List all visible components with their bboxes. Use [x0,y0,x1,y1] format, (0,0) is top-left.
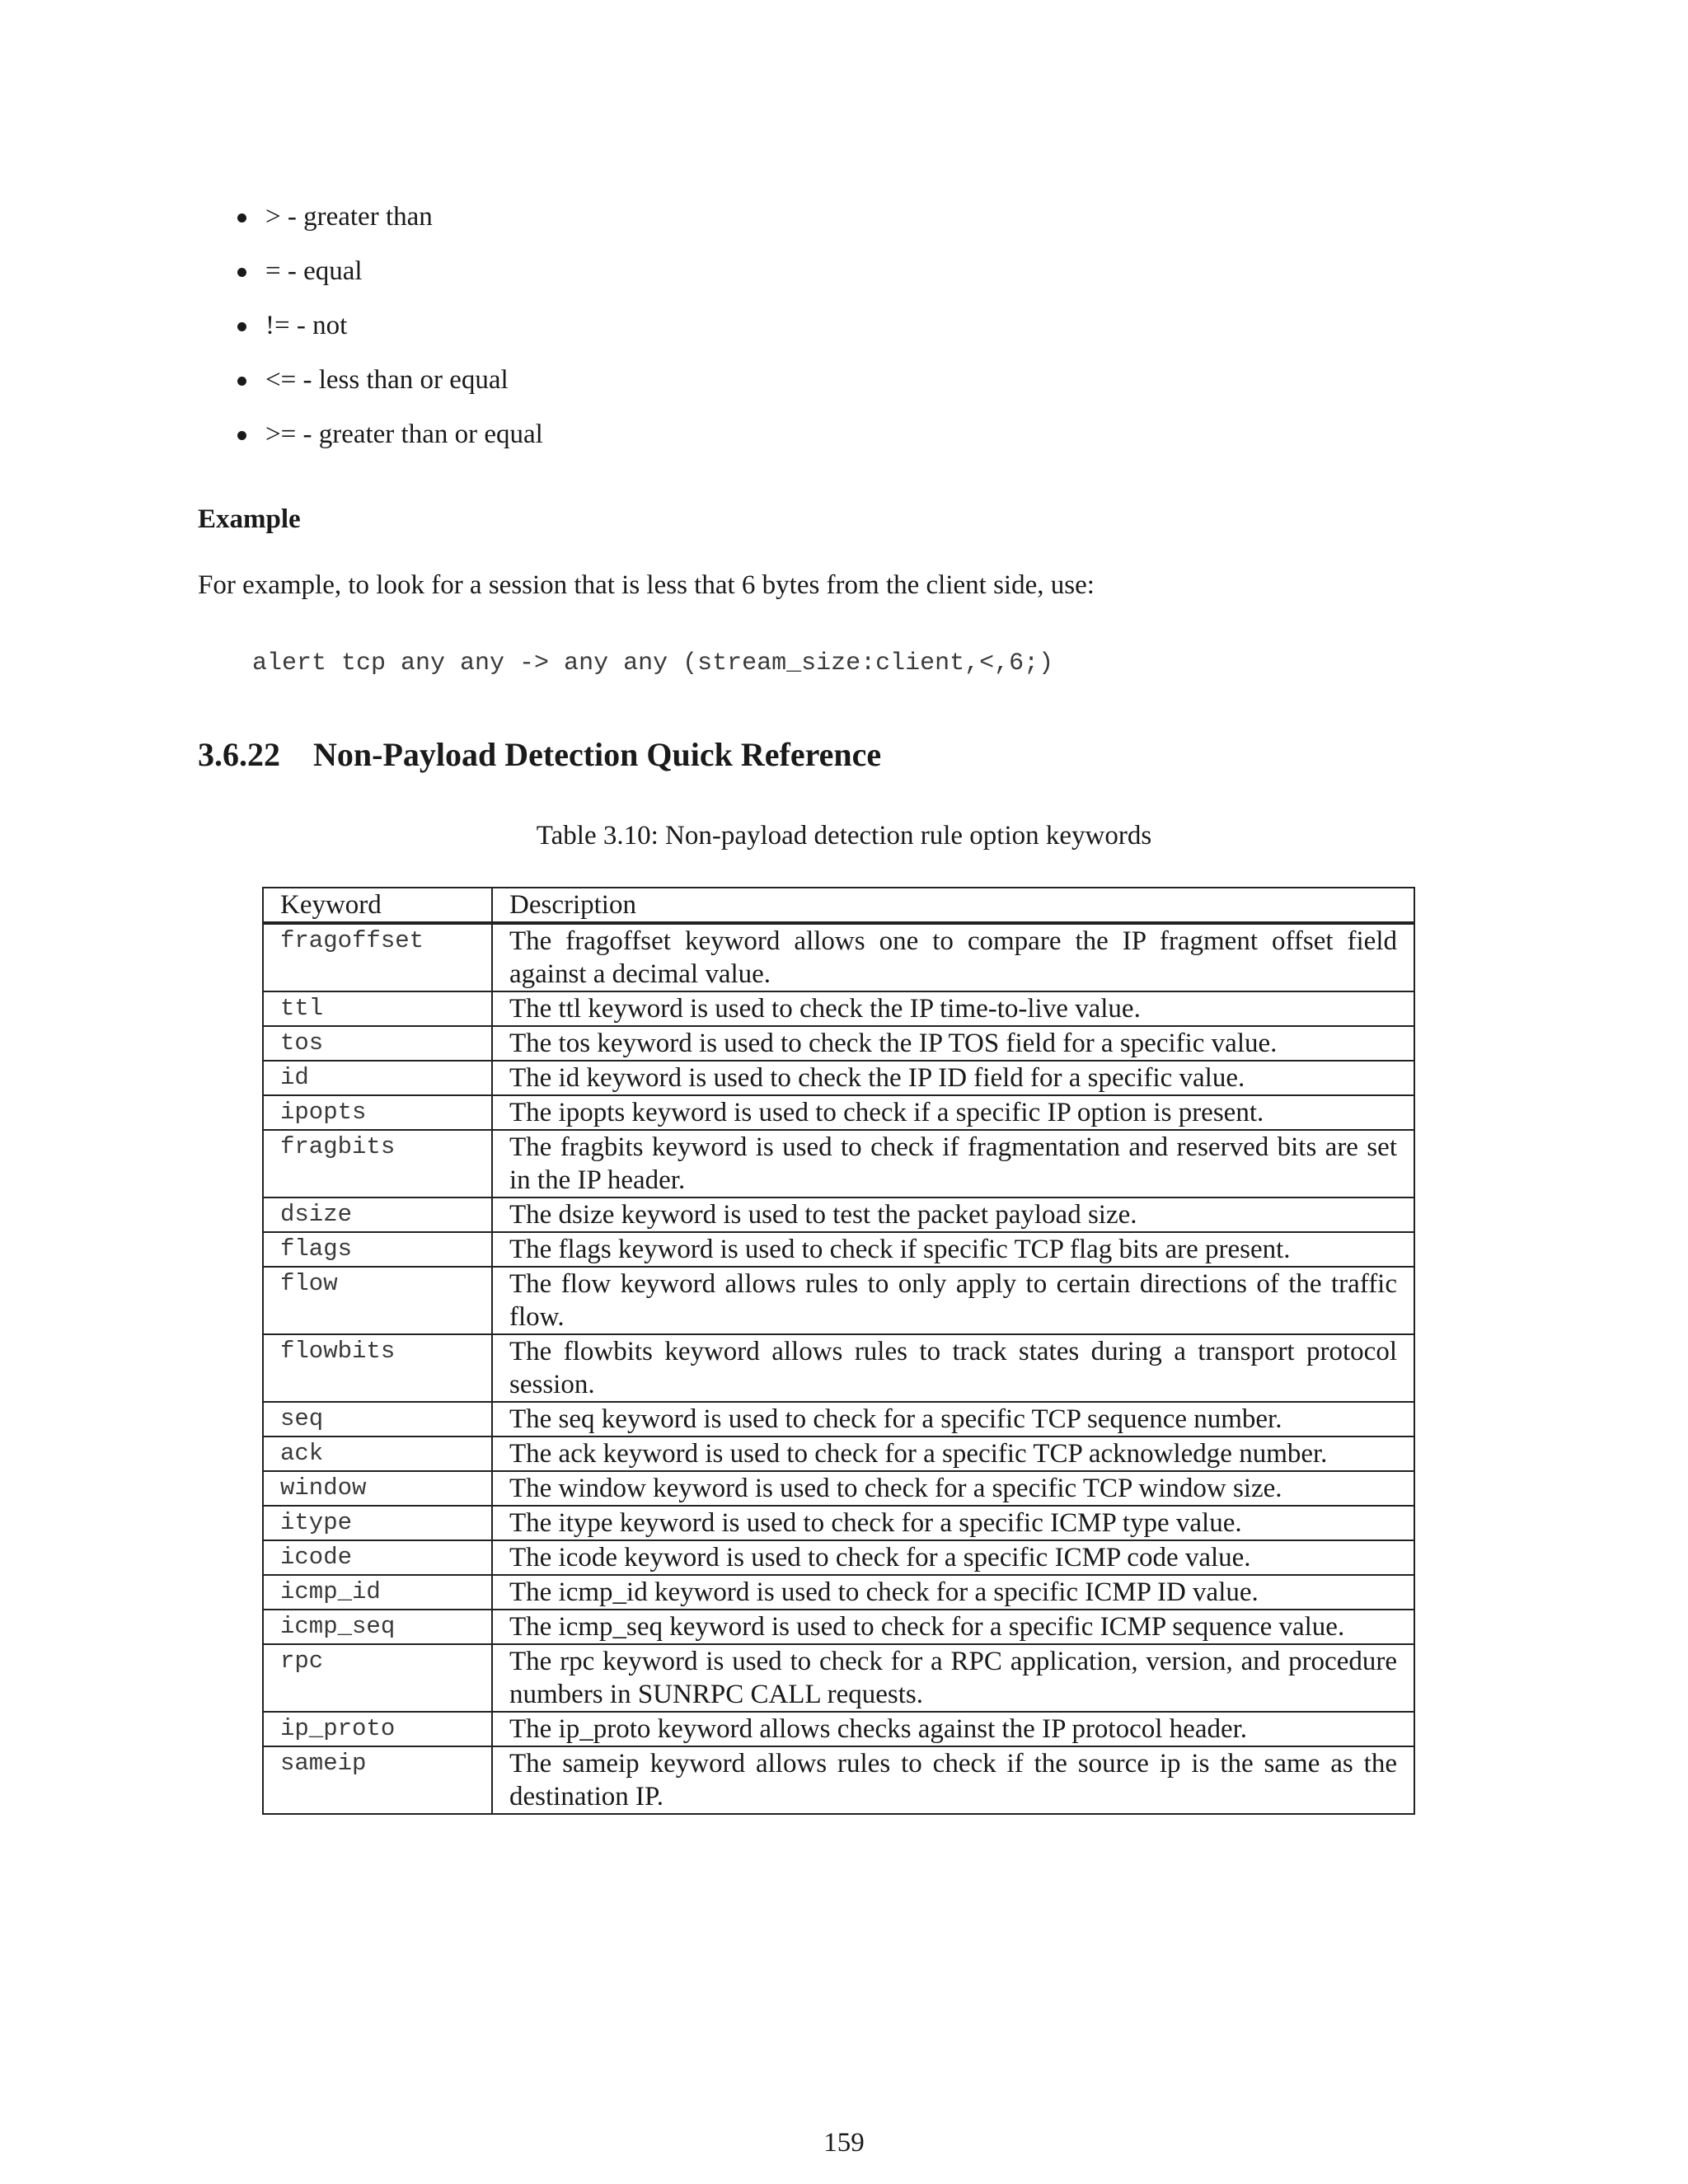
table-row [263,1506,1414,1540]
description-cell: The icmp_id keyword is used to check for a specific ICMP ID value. [492,1575,1414,1610]
table-row [263,923,1414,991]
section-number: 3.6.22 [198,736,280,773]
keyword-cell: itype [263,1506,492,1540]
keyword-cell: fragbits [263,1130,492,1197]
table-row [263,1575,1414,1610]
table-row [263,1436,1414,1471]
table-body [263,923,1414,1814]
keyword-cell: icmp_id [263,1575,492,1610]
description-cell: The icmp_seq keyword is used to check for a specific ICMP sequence value. [492,1610,1414,1644]
keyword-cell: id [263,1061,492,1095]
table-row [263,1746,1414,1814]
description-cell: The sameip keyword allows rules to check if the source ip is the same as the destination IP. [492,1746,1414,1814]
keyword-cell: window [263,1471,492,1506]
description-cell: The id keyword is used to check the IP ID field for a specific value. [492,1061,1414,1095]
table-row [263,1267,1414,1334]
list-item: = - equal [237,252,543,307]
description-cell: The fragbits keyword is used to check if fragmentation and reserved bits are set in the IP header. [492,1130,1414,1197]
table-row [263,1610,1414,1644]
code-example: alert tcp any any -> any any (stream_size:client,<,6;) [252,649,1054,677]
table-row [263,1232,1414,1267]
list-item: >= - greater than or equal [237,415,543,470]
table-row [263,1061,1414,1095]
table-row [263,991,1414,1026]
header-keyword: Keyword [263,888,492,923]
list-item: <= - less than or equal [237,361,543,415]
description-cell: The ack keyword is used to check for a specific TCP acknowledge number. [492,1436,1414,1471]
table-row [263,1402,1414,1436]
table-row [263,1712,1414,1746]
keyword-cell: flags [263,1232,492,1267]
description-cell: The flags keyword is used to check if specific TCP flag bits are present. [492,1232,1414,1267]
keyword-cell: icode [263,1540,492,1575]
operator-list [237,198,543,470]
table-header-row [263,888,1414,923]
table-row [263,1644,1414,1712]
example-text: For example, to look for a session that is less that 6 bytes from the client side, use: [198,570,1095,600]
keyword-cell: rpc [263,1644,492,1712]
keyword-cell: ipopts [263,1095,492,1130]
description-cell: The rpc keyword is used to check for a RPC application, version, and procedure numbers in SUNRPC CALL requests. [492,1644,1414,1712]
description-cell: The flowbits keyword allows rules to track states during a transport protocol session. [492,1334,1414,1402]
keyword-cell: sameip [263,1746,492,1814]
table-row [263,1334,1414,1402]
table-row [263,1130,1414,1197]
keyword-cell: tos [263,1026,492,1061]
example-heading: Example [198,504,301,534]
keyword-cell: flowbits [263,1334,492,1402]
description-cell: The fragoffset keyword allows one to compare the IP fragment offset field against a decimal value. [492,923,1414,991]
description-cell: The seq keyword is used to check for a specific TCP sequence number. [492,1402,1414,1436]
table-row [263,1026,1414,1061]
table-row [263,1471,1414,1506]
section-title: Non-Payload Detection Quick Reference [313,736,882,773]
keyword-cell: ttl [263,991,492,1026]
description-cell: The window keyword is used to check for a specific TCP window size. [492,1471,1414,1506]
description-cell: The ttl keyword is used to check the IP time-to-live value. [492,991,1414,1026]
keyword-cell: dsize [263,1197,492,1232]
description-cell: The dsize keyword is used to test the packet payload size. [492,1197,1414,1232]
keyword-cell: ip_proto [263,1712,492,1746]
table-row [263,1197,1414,1232]
table-row [263,1095,1414,1130]
table-caption: Table 3.10: Non-payload detection rule option keywords [536,821,1152,851]
list-item: != - not [237,307,543,361]
keyword-cell: fragoffset [263,923,492,991]
description-cell: The itype keyword is used to check for a specific ICMP type value. [492,1506,1414,1540]
description-cell: The icode keyword is used to check for a specific ICMP code value. [492,1540,1414,1575]
table-row [263,1540,1414,1575]
keyword-cell: ack [263,1436,492,1471]
keyword-cell: seq [263,1402,492,1436]
description-cell: The ip_proto keyword allows checks against the IP protocol header. [492,1712,1414,1746]
keyword-cell: icmp_seq [263,1610,492,1644]
description-cell: The ipopts keyword is used to check if a specific IP option is present. [492,1095,1414,1130]
page-number: 159 [823,2128,865,2158]
header-description: Description [492,888,1414,923]
list-item: > - greater than [237,198,543,252]
keyword-table [262,887,1415,1815]
description-cell: The tos keyword is used to check the IP TOS field for a specific value. [492,1026,1414,1061]
keyword-cell: flow [263,1267,492,1334]
section-heading [198,735,881,774]
description-cell: The flow keyword allows rules to only apply to certain directions of the traffic flow. [492,1267,1414,1334]
